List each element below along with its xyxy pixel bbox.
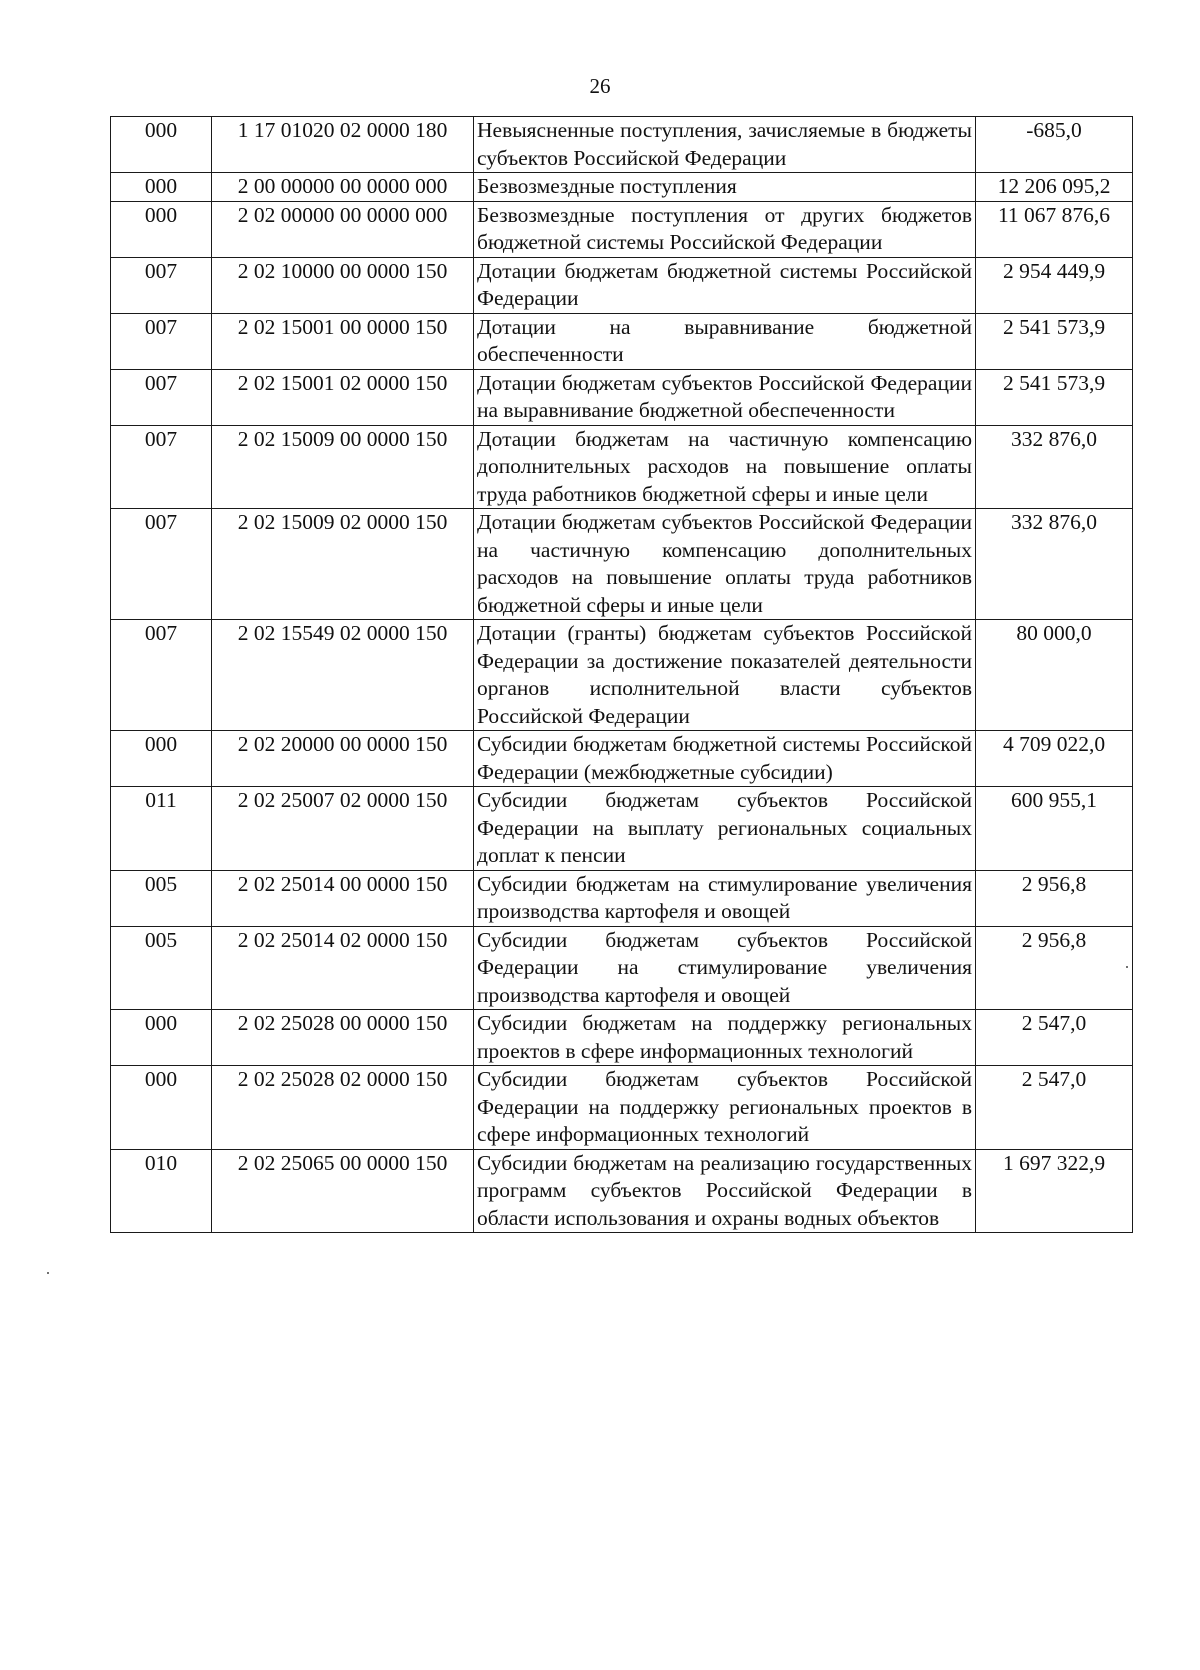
- amount-cell: 4 709 022,0: [976, 731, 1133, 787]
- revenue-name-cell: Дотации бюджетам субъектов Российской Федерации на частичную компенсацию дополнительных расходов на повышение оплаты труда работников бюджетной сферы и иные цели: [474, 509, 976, 620]
- admin-code-cell: 005: [111, 926, 212, 1010]
- table-row: [111, 926, 1133, 1010]
- revenue-name-cell: Субсидии бюджетам субъектов Российской Федерации на стимулирование увеличения производства картофеля и овощей: [474, 926, 976, 1010]
- amount-cell: 80 000,0: [976, 620, 1133, 731]
- amount-cell: 2 954 449,9: [976, 257, 1133, 313]
- admin-code-cell: 005: [111, 870, 212, 926]
- admin-code-cell: 000: [111, 173, 212, 202]
- amount-cell: 332 876,0: [976, 509, 1133, 620]
- scan-speck: [47, 1272, 49, 1274]
- amount-cell: 2 541 573,9: [976, 313, 1133, 369]
- table-row: [111, 425, 1133, 509]
- amount-cell: 12 206 095,2: [976, 173, 1133, 202]
- table-row: [111, 1066, 1133, 1150]
- budget-revenue-table: [110, 116, 1133, 1233]
- revenue-name-cell: Субсидии бюджетам на поддержку региональных проектов в сфере информационных технологий: [474, 1010, 976, 1066]
- admin-code-cell: 007: [111, 369, 212, 425]
- admin-code-cell: 007: [111, 620, 212, 731]
- revenue-name-cell: Субсидии бюджетам на реализацию государственных программ субъектов Российской Федерации в области использования и охраны водных объектов: [474, 1149, 976, 1233]
- budget-code-cell: 2 02 15549 02 0000 150: [212, 620, 474, 731]
- revenue-name-cell: Субсидии бюджетам бюджетной системы Российской Федерации (межбюджетные субсидии): [474, 731, 976, 787]
- budget-code-cell: 2 02 25007 02 0000 150: [212, 787, 474, 871]
- amount-cell: 2 541 573,9: [976, 369, 1133, 425]
- amount-cell: 2 956,8: [976, 926, 1133, 1010]
- budget-code-cell: 2 02 25065 00 0000 150: [212, 1149, 474, 1233]
- budget-code-cell: 2 02 25014 02 0000 150: [212, 926, 474, 1010]
- budget-code-cell: 2 00 00000 00 0000 000: [212, 173, 474, 202]
- amount-cell: 2 956,8: [976, 870, 1133, 926]
- admin-code-cell: 000: [111, 731, 212, 787]
- table-row: [111, 731, 1133, 787]
- budget-code-cell: 2 02 25014 00 0000 150: [212, 870, 474, 926]
- revenue-name-cell: Субсидии бюджетам субъектов Российской Федерации на выплату региональных социальных доплат к пенсии: [474, 787, 976, 871]
- budget-code-cell: 1 17 01020 02 0000 180: [212, 117, 474, 173]
- amount-cell: -685,0: [976, 117, 1133, 173]
- revenue-name-cell: Невыясненные поступления, зачисляемые в бюджеты субъектов Российской Федерации: [474, 117, 976, 173]
- table-row: [111, 313, 1133, 369]
- admin-code-cell: 007: [111, 313, 212, 369]
- revenue-name-cell: Безвозмездные поступления: [474, 173, 976, 202]
- budget-code-cell: 2 02 15001 00 0000 150: [212, 313, 474, 369]
- budget-code-cell: 2 02 10000 00 0000 150: [212, 257, 474, 313]
- scan-speck: [1126, 966, 1128, 968]
- table-row: [111, 1149, 1133, 1233]
- revenue-name-cell: Субсидии бюджетам на стимулирование увеличения производства картофеля и овощей: [474, 870, 976, 926]
- amount-cell: 332 876,0: [976, 425, 1133, 509]
- table-row: [111, 509, 1133, 620]
- budget-code-cell: 2 02 00000 00 0000 000: [212, 201, 474, 257]
- admin-code-cell: 000: [111, 1010, 212, 1066]
- budget-code-cell: 2 02 25028 02 0000 150: [212, 1066, 474, 1150]
- table-row: [111, 117, 1133, 173]
- revenue-name-cell: Дотации на выравнивание бюджетной обеспеченности: [474, 313, 976, 369]
- revenue-name-cell: Дотации (гранты) бюджетам субъектов Российской Федерации за достижение показателей деятельности органов исполнительной власти субъектов Российской Федерации: [474, 620, 976, 731]
- table-row: [111, 201, 1133, 257]
- amount-cell: 600 955,1: [976, 787, 1133, 871]
- revenue-name-cell: Дотации бюджетам субъектов Российской Федерации на выравнивание бюджетной обеспеченности: [474, 369, 976, 425]
- amount-cell: 2 547,0: [976, 1066, 1133, 1150]
- budget-code-cell: 2 02 25028 00 0000 150: [212, 1010, 474, 1066]
- table-row: [111, 787, 1133, 871]
- admin-code-cell: 010: [111, 1149, 212, 1233]
- table-row: [111, 257, 1133, 313]
- table-row: [111, 173, 1133, 202]
- budget-code-cell: 2 02 15009 02 0000 150: [212, 509, 474, 620]
- revenue-name-cell: Дотации бюджетам бюджетной системы Российской Федерации: [474, 257, 976, 313]
- table-row: [111, 870, 1133, 926]
- amount-cell: 2 547,0: [976, 1010, 1133, 1066]
- budget-code-cell: 2 02 15009 00 0000 150: [212, 425, 474, 509]
- admin-code-cell: 011: [111, 787, 212, 871]
- revenue-name-cell: Дотации бюджетам на частичную компенсацию дополнительных расходов на повышение оплаты труда работников бюджетной сферы и иные цели: [474, 425, 976, 509]
- revenue-name-cell: Безвозмездные поступления от других бюджетов бюджетной системы Российской Федерации: [474, 201, 976, 257]
- budget-code-cell: 2 02 20000 00 0000 150: [212, 731, 474, 787]
- admin-code-cell: 007: [111, 509, 212, 620]
- revenue-name-cell: Субсидии бюджетам субъектов Российской Федерации на поддержку региональных проектов в сфере информационных технологий: [474, 1066, 976, 1150]
- table-row: [111, 369, 1133, 425]
- table-row: [111, 620, 1133, 731]
- admin-code-cell: 000: [111, 117, 212, 173]
- admin-code-cell: 000: [111, 1066, 212, 1150]
- amount-cell: 11 067 876,6: [976, 201, 1133, 257]
- page-number: 26: [589, 74, 611, 98]
- table-body: [111, 117, 1133, 1233]
- admin-code-cell: 007: [111, 257, 212, 313]
- amount-cell: 1 697 322,9: [976, 1149, 1133, 1233]
- admin-code-cell: 007: [111, 425, 212, 509]
- table-row: [111, 1010, 1133, 1066]
- admin-code-cell: 000: [111, 201, 212, 257]
- budget-code-cell: 2 02 15001 02 0000 150: [212, 369, 474, 425]
